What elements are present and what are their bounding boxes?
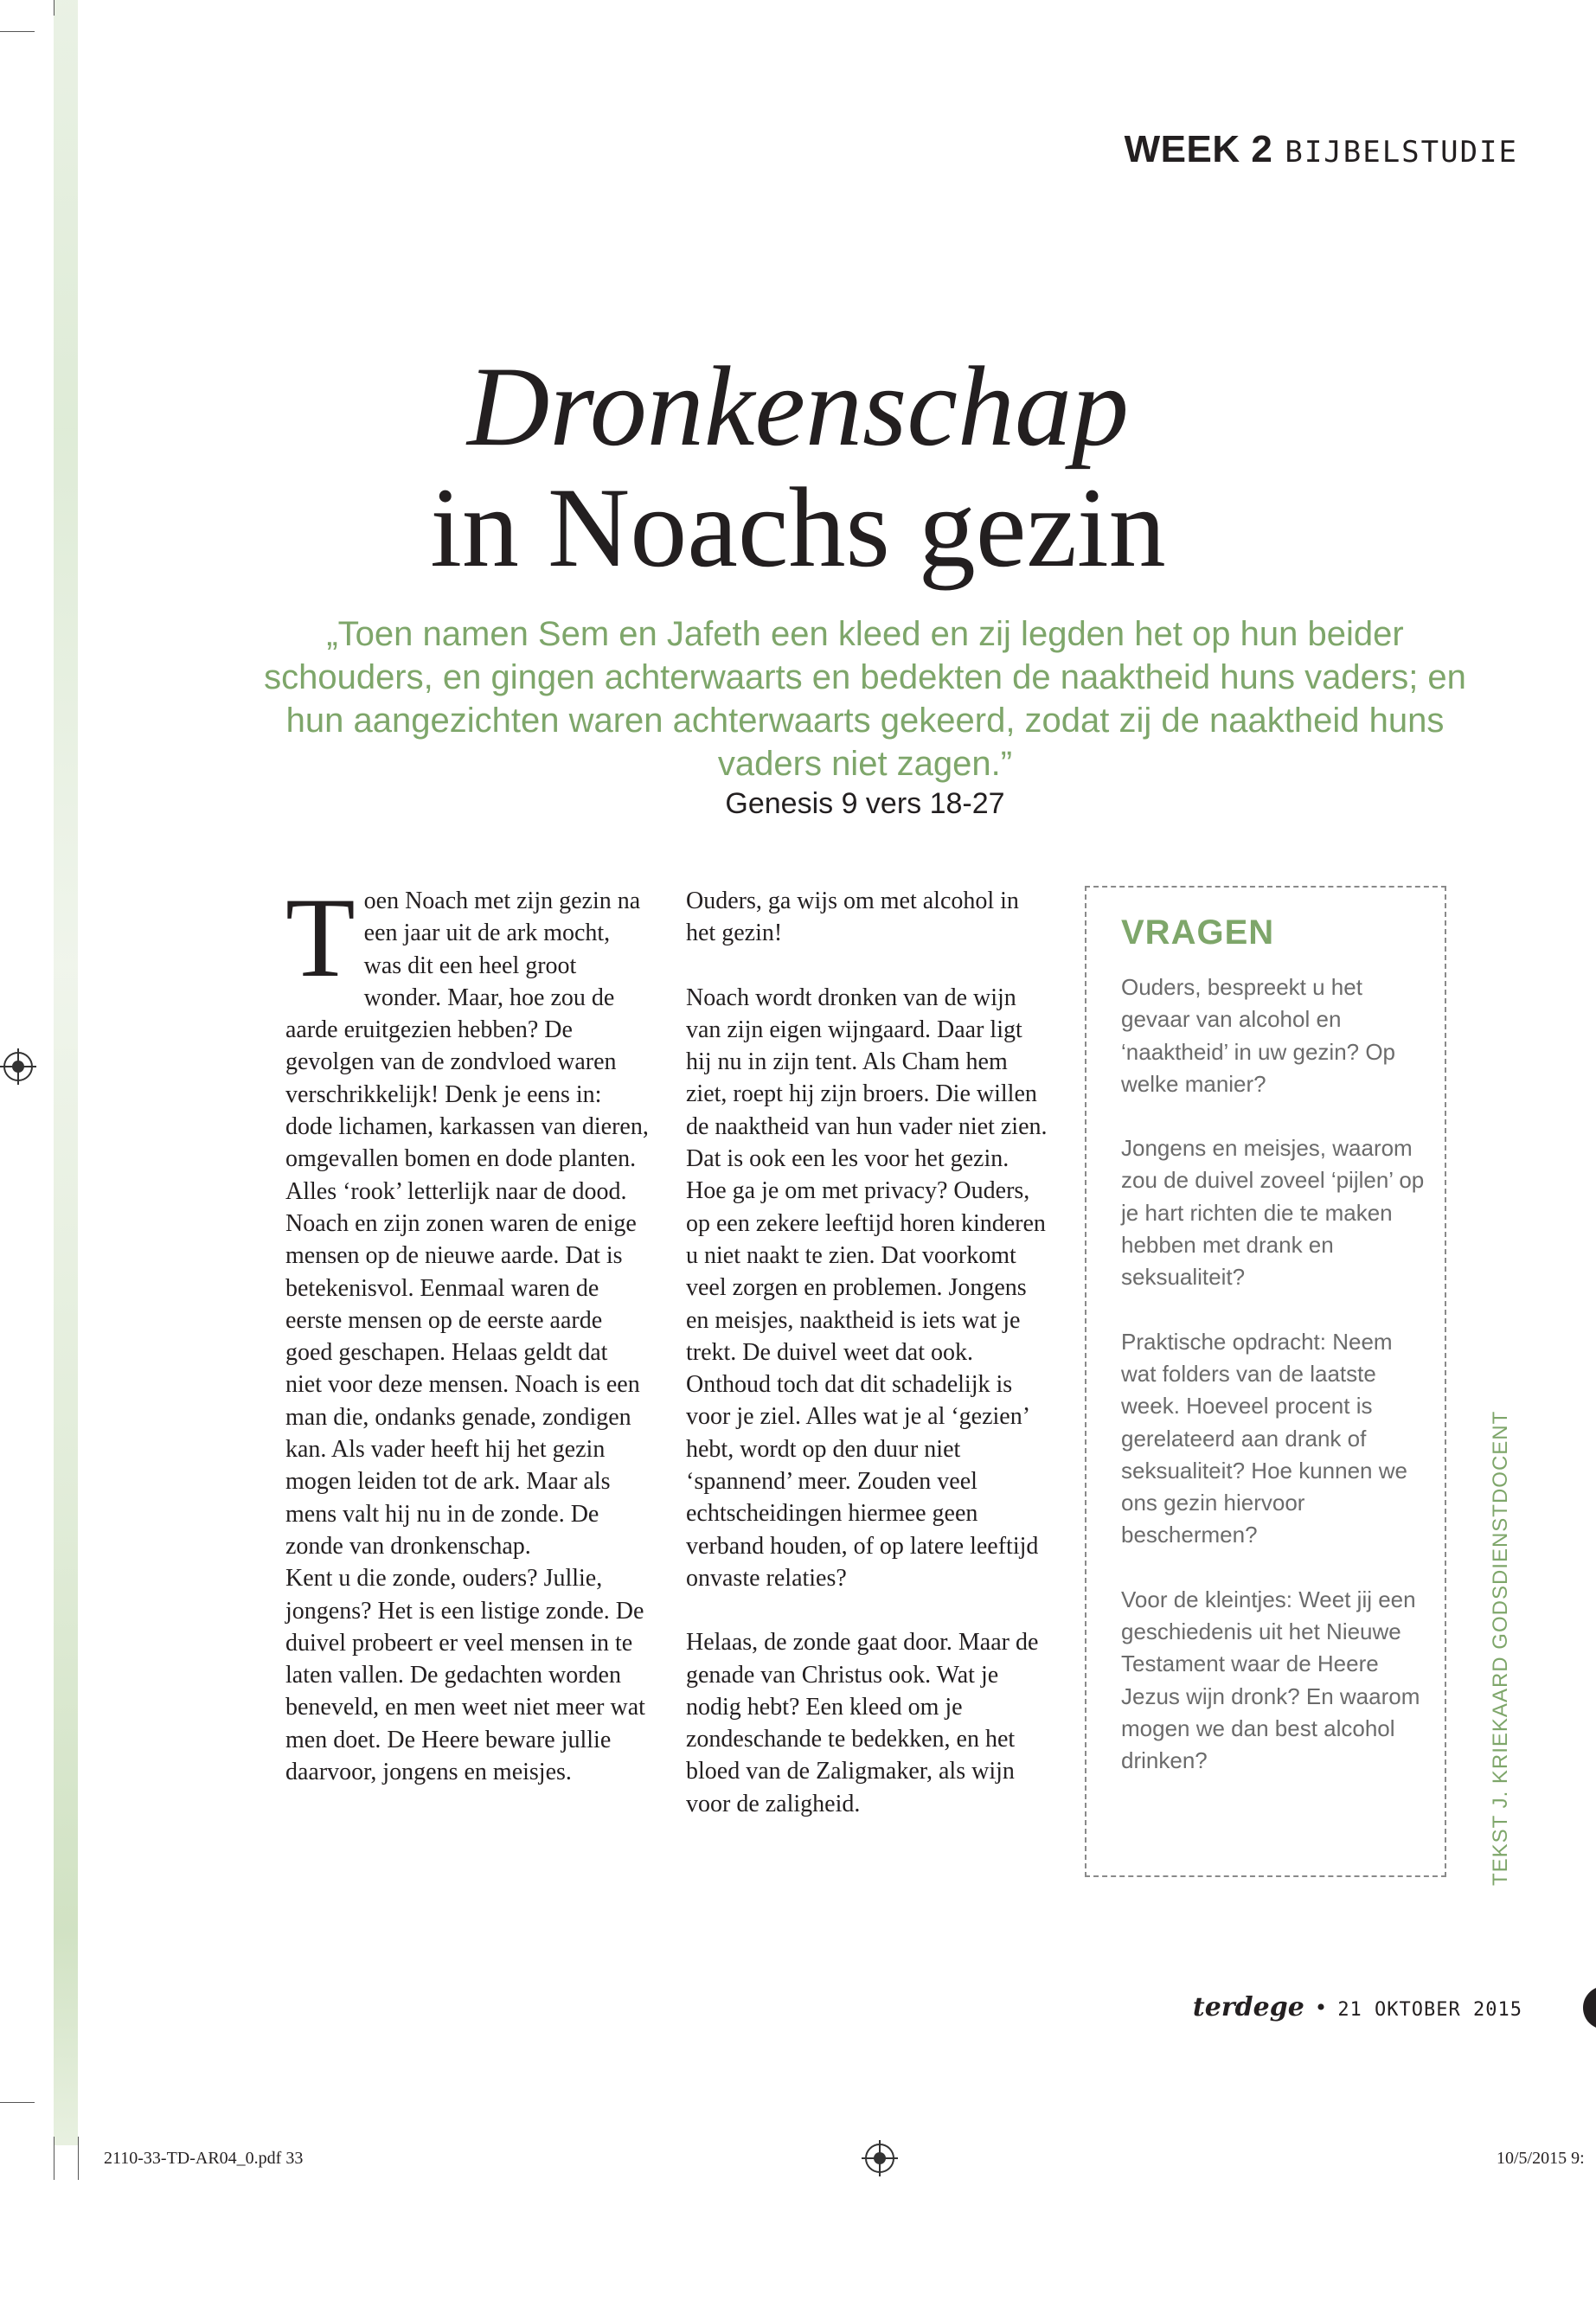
footer-bullet: • [1316, 1993, 1326, 2022]
question-item: Ouders, bespreekt u het gevaar van alcohol en ‘naaktheid’ in uw gezin? Op welke manier? [1121, 974, 1396, 1097]
page-footer [1193, 1992, 1522, 2022]
author-credit: TEKST J. KRIEKAARD GODSDIENSTDOCENT [1489, 1410, 1512, 1886]
title-line-2: in Noachs gezin [430, 464, 1166, 591]
drop-cap: T [285, 874, 356, 1001]
section-label: BIJBELSTUDIE [1285, 135, 1518, 170]
crop-mark [0, 2102, 35, 2103]
crop-mark [0, 31, 35, 32]
article-column-1 [285, 874, 649, 1788]
paragraph: Kent u die zonde, ouders? Jullie, jongens? Het is een listige zonde. De duivel probeert er veel mensen in te laten vallen. De gedachten worden beneveld, en men weet niet meer wat men doet. De Heere beware jullie daarvoor, jongens en meisjes. [285, 1565, 645, 1786]
question-item: Jongens en meisjes, waarom zou de duivel zoveel ‘pijlen’ op je hart richten die te maken hebben met drank en seksualiteit? [1121, 1135, 1425, 1291]
scripture-reference: Genesis 9 vers 18-27 [725, 787, 1005, 820]
paragraph: Ouders, ga wijs om met alcohol in het gezin! [686, 888, 1019, 947]
print-slug-datetime: 10/5/2015 9: [1497, 2149, 1585, 2168]
article-title [0, 343, 1596, 591]
question-item: Praktische opdracht: Neem wat folders van de laatste week. Hoeveel procent is gerelateerd aan drank of seksualiteit? Hoe kunnen we ons gezin hiervoor beschermen? [1121, 1328, 1407, 1548]
paragraph: Noach wordt dronken van de wijn van zijn eigen wijngaard. Daar ligt hij nu in zijn tent. Als Cham hem ziet, roept hij zijn broers. Die willen de naaktheid van hun vader niet zien. Dat is ook een les voor het gezin. Hoe ga je om met privacy? Ouders, op een zekere leeftijd horen kinderen u niet naakt te zien. Dat voorkomt veel zorgen en problemen. Jongens en meisjes, naaktheid is iets wat je trekt. De duivel weet dat ook. Onthoud toch dat dit schadelijk is voor je ziel. Alles wat je al ‘gezien’ hebt, wordt op den duur niet ‘spannend’ meer. Zouden veel echtscheidingen hiermee geen verband houden, of op latere leeftijd onvaste relaties? [686, 984, 1048, 1592]
registration-mark-icon [3, 1052, 33, 1081]
magazine-name: terdege [1192, 1992, 1304, 2022]
registration-mark-icon [865, 2144, 894, 2173]
decorative-photo-strip [54, 0, 78, 2145]
scripture-quote: „Toen namen Sem en Jafeth een kleed en zij legden het op hun beider schouders, en gingen achterwaarts en bedekten de naaktheid huns vaders; en hun aangezichten waren achterwaarts gekeerd, zodat zij de naaktheid huns vaders niet zagen.” [264, 615, 1466, 783]
paragraph: Helaas, de zonde gaat door. Maar de genade van Christus ook. Wat je nodig hebt? Een kleed om je zondeschande te bedekken, en het bloed van de Zaligmaker, als wijn voor de zaligheid. [686, 1629, 1039, 1817]
question-item: Voor de kleintjes: Weet jij een geschiedenis uit het Nieuwe Testament waar de Heere Jezus wijn dronk? En waarom mogen we dan best alcohol drinken? [1121, 1586, 1420, 1774]
crop-mark [78, 2137, 79, 2180]
questions-title: VRAGEN [1121, 913, 1275, 952]
paragraph: Toen Noach met zijn gezin na een jaar uit de ark mocht, was dit een heel groot wonder. Maar, hoe zou de aarde eruitgezien hebben? De gevolgen van de zondvloed waren verschrikkelijk! Denk je eens in: dode lichamen, karkassen van dieren, omgevallen bomen en dode planten. Alles ‘rook’ letterlijk naar de dood. [285, 874, 649, 1205]
article-column-2 [686, 885, 1049, 1820]
week-label: WEEK 2 [1124, 128, 1273, 170]
title-line-1: Dronkenschap [467, 343, 1129, 470]
page-number-badge [1583, 1986, 1596, 2029]
section-header [1125, 128, 1518, 189]
paragraph: Noach en zijn zonen waren de enige mensen op de nieuwe aarde. Dat is betekenisvol. Eenmaal waren de eerste mensen op de eerste aarde goed geschapen. Helaas geldt dat niet voor deze mensen. Noach is een man die, ondanks genade, zondigen kan. Als vader heeft hij het gezin mogen leiden tot de ark. Maar als mens valt hij nu in de zonde. De zonde van dronkenschap. [285, 1209, 640, 1560]
print-slug-file: 2110-33-TD-AR04_0.pdf 33 [104, 2149, 304, 2168]
issue-date: 21 OKTOBER 2015 [1337, 1999, 1522, 2021]
questions-box [1085, 886, 1446, 1877]
